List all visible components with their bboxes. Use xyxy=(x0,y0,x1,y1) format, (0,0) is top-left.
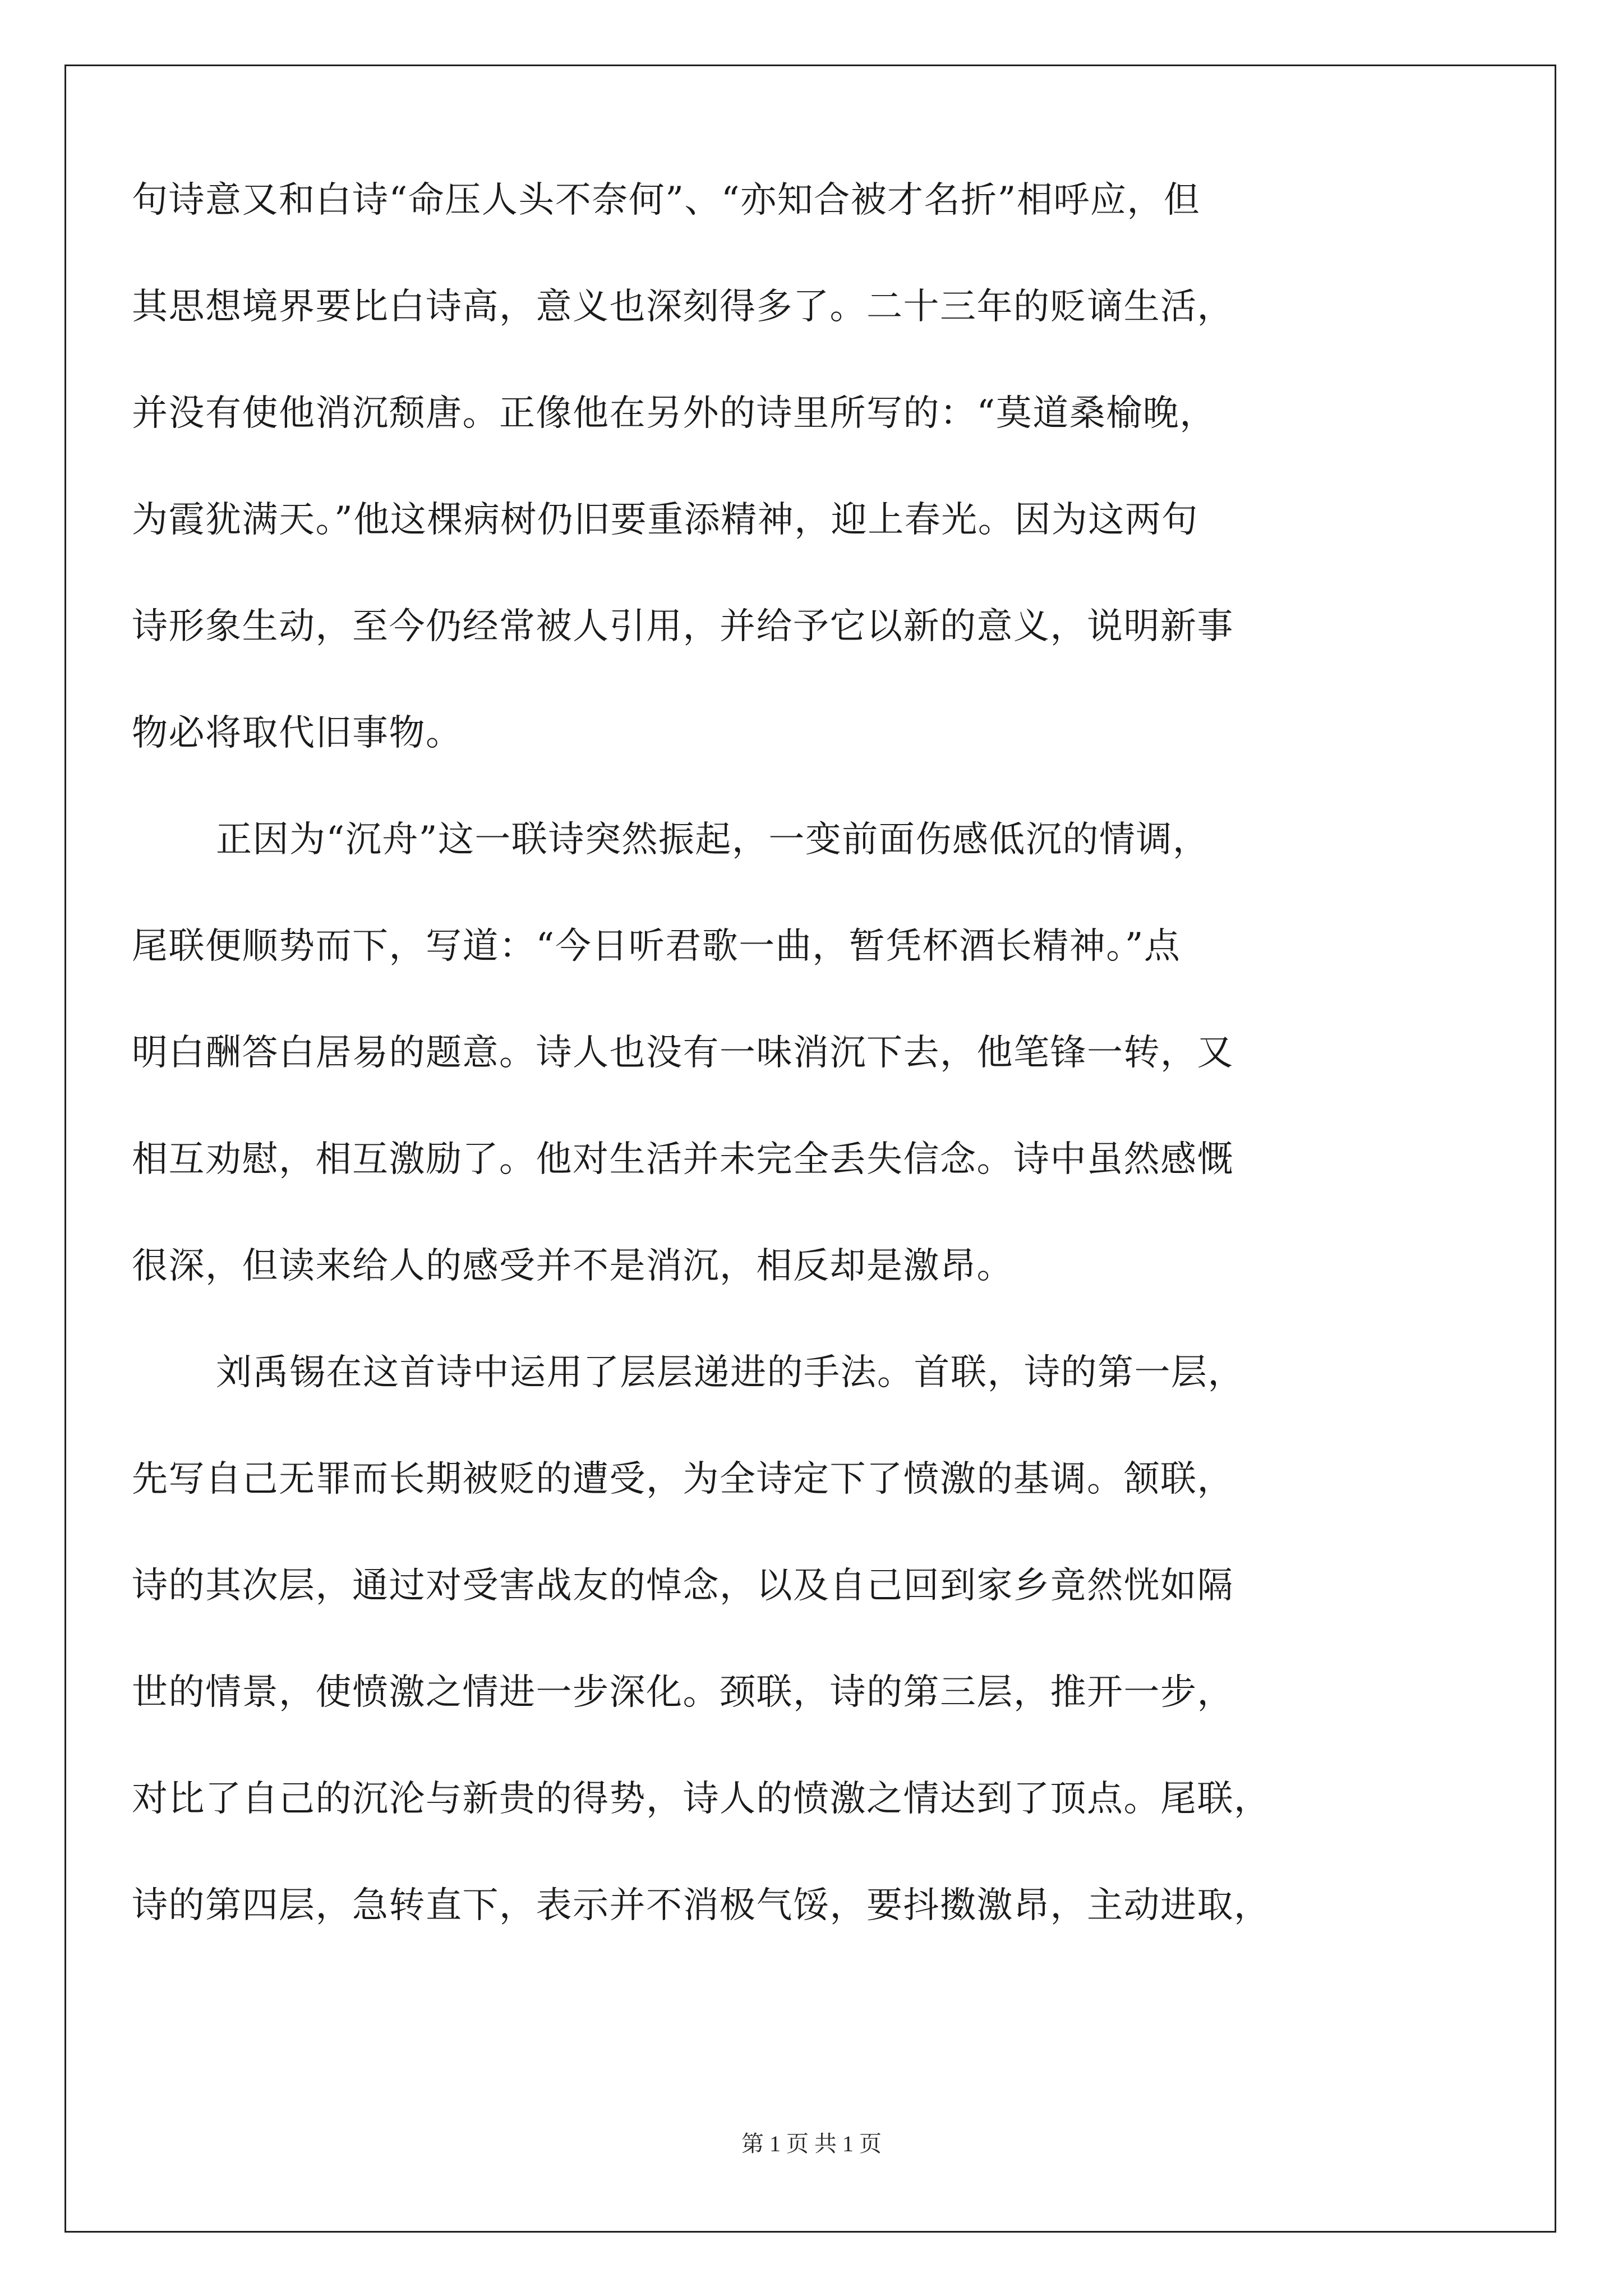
text-line: 诗的第四层，急转直下，表示并不消极气馁，要抖擞激昂，主动进取， xyxy=(132,1885,1271,1926)
text-line: 并没有使他消沉颓唐。正像他在另外的诗里所写的：“莫道桑榆晚， xyxy=(132,393,1216,434)
text-line: 句诗意又和白诗“命压人头不奈何”、“亦知合被才名折”相呼应，但 xyxy=(132,180,1201,221)
text-line: 诗形象生动，至今仍经常被人引用，并给予它以新的意义，说明新事 xyxy=(132,606,1234,647)
text-line: 很深，但读来给人的感受并不是消沉，相反却是激昂。 xyxy=(132,1245,1013,1287)
text-line: 尾联便顺势而下，写道：“今日听君歌一曲，暂凭杯酒长精神。”点 xyxy=(132,926,1181,967)
text-line: 世的情景，使愤激之情进一步深化。颈联，诗的第三层，推开一步， xyxy=(132,1672,1234,1713)
text-line: 物必将取代旧事物。 xyxy=(132,712,463,754)
text-line: 正因为“沉舟”这一联诗突然振起，一变前面伤感低沉的情调， xyxy=(216,819,1210,861)
text-line: 为霞犹满天。”他这棵病树仍旧要重添精神，迎上春光。因为这两句 xyxy=(132,499,1198,541)
text-line: 先写自己无罪而长期被贬的遭受，为全诗定下了愤激的基调。颔联， xyxy=(132,1458,1234,1500)
page-number-footer: 第 1 页 共 1 页 xyxy=(741,2131,882,2156)
text-line: 诗的其次层，通过对受害战友的悼念，以及自己回到家乡竟然恍如隔 xyxy=(132,1565,1234,1607)
text-line: 相互劝慰，相互激励了。他对生活并未完全丢失信念。诗中虽然感慨 xyxy=(132,1139,1234,1180)
text-line: 对比了自己的沉沦与新贵的得势，诗人的愤激之情达到了顶点。尾联， xyxy=(132,1778,1271,1820)
text-line: 其思想境界要比白诗高，意义也深刻得多了。二十三年的贬谪生活， xyxy=(132,286,1234,328)
text-line: 明白酬答白居易的题意。诗人也没有一味消沉下去，他笔锋一转，又 xyxy=(132,1032,1234,1074)
text-line: 刘禹锡在这首诗中运用了层层递进的手法。首联，诗的第一层， xyxy=(216,1352,1244,1393)
